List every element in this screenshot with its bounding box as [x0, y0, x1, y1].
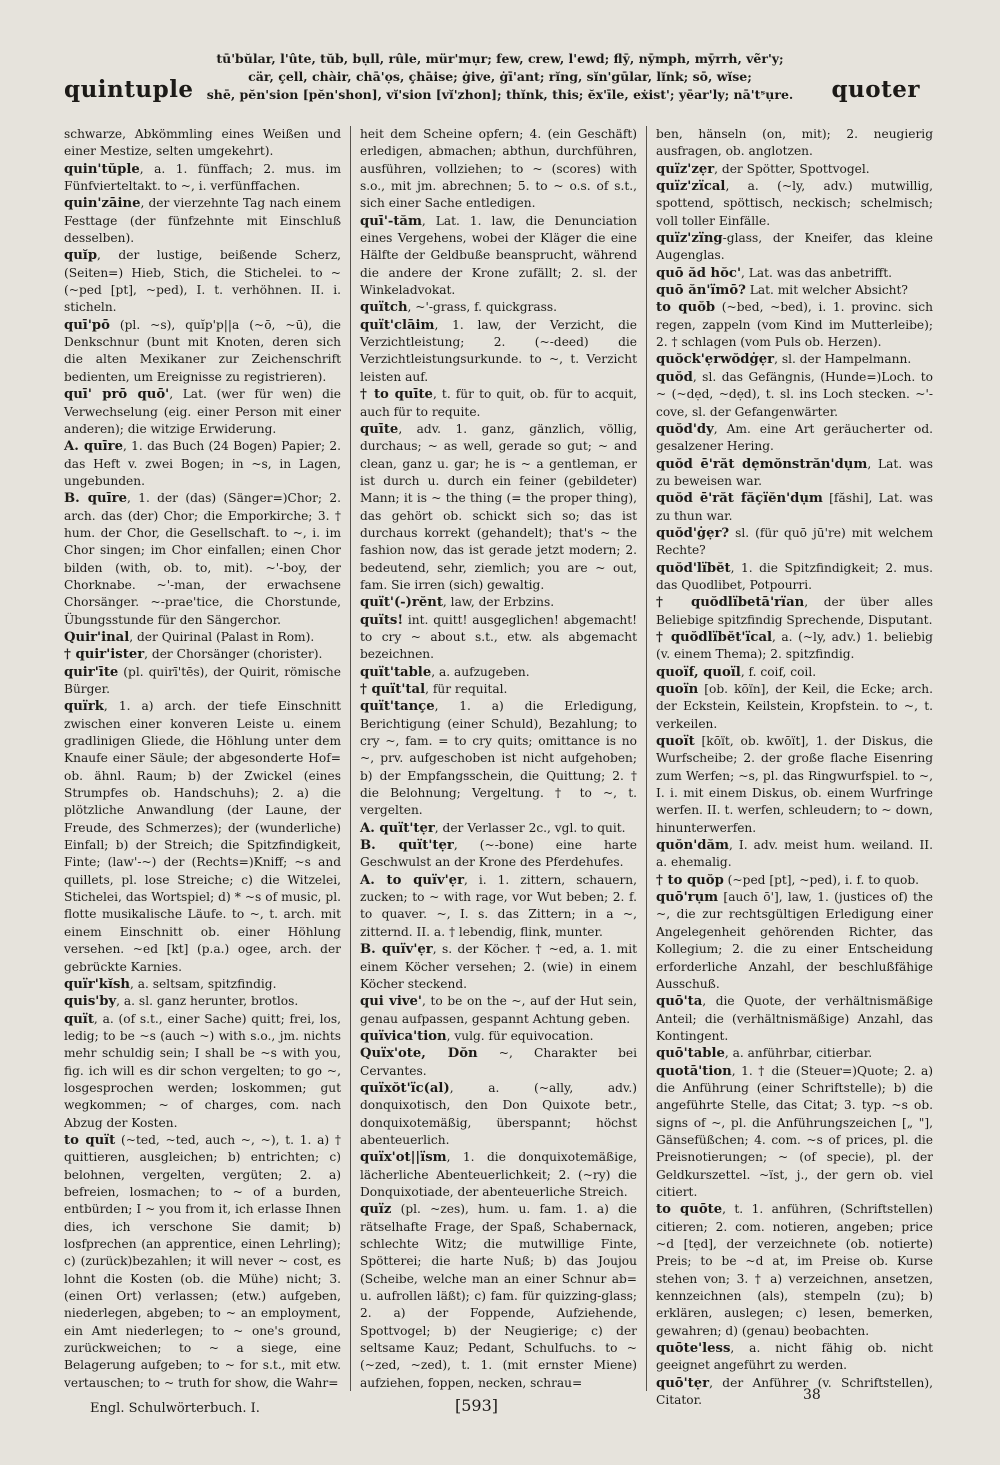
dictionary-entry: [360, 612, 637, 664]
dictionary-entry: [656, 351, 933, 368]
dictionary-entry: [360, 1201, 637, 1392]
dictionary-entry: [64, 664, 341, 699]
entry-headword: quōte'less: [656, 1341, 731, 1357]
dictionary-entry: [64, 976, 341, 993]
entry-definition: , der Quirinal (Palast in Rom).: [129, 629, 315, 644]
entry-headword: quō'tẹr: [656, 1375, 710, 1391]
entry-headword: quō'table: [656, 1046, 725, 1062]
pronunciation-key-line: cär, ç̣ell, chàir, chā'ọs, ç̣hāise; ġive, ġī'ant; rĭng, sĭn'gūlar, lĭnk; sō, wĭse;: [248, 69, 752, 84]
entry-definition: -glass, der Kneifer, das kleine Augenglas.: [656, 231, 933, 263]
entry-definition: , to be on the ~, auf der Hut sein, genau aufpassen, gespannt Achtung geben.: [360, 994, 637, 1026]
dictionary-entry: [64, 317, 341, 386]
entry-headword: quoïn: [656, 682, 699, 697]
dictionary-entry: [656, 664, 933, 681]
dictionary-entry: [656, 629, 933, 664]
entry-definition: , 1. a) die Erledigung, Berichtigung (einer Schuld), Bezahlung; to cry ~, fam. = to cry quits; omittance is no ~, prv. aufgeschoben ist nicht aufgehoben; b) der Empfangsschein, die Quittung; 2. † die Belohnung; Vergeltung. † to ~, t. vergelten.: [360, 699, 637, 818]
dictionary-entry: [656, 282, 933, 299]
entry-definition: , sl. das Gefängnis, (Hunde=)Loch. to ~ (~dẹd, ~dẹd), t. sl. ins Loch stecken. ~'-cove, sl. der Gefangenwärter.: [656, 369, 933, 419]
dictionary-entry: [656, 837, 933, 872]
dictionary-entry: [360, 820, 637, 837]
entry-definition: , 1. die Spitzfindigkeit; 2. mus. das Quodlibet, Potpourri.: [656, 560, 933, 592]
entry-definition: , sl. der Hampelmann.: [774, 352, 912, 367]
entry-definition: sl. (für quō jū're) mit welchem Rechte?: [656, 525, 933, 558]
entry-headword: quŏd'dy: [656, 421, 714, 437]
entry-definition: , der vierzehnte Tag nach einem Festtage (der fünfzehnte mit Einschluß desselben).: [64, 196, 341, 246]
entry-definition: (~bed, ~bed), i. 1. provinc. sich regen, zappeln (vom Kind im Mutterleibe); 2. † schlagen (vom Puls ob. Herzen).: [656, 300, 933, 350]
entry-definition: schwarze, Abkömmling eines Weißen und einer Mestize, selten umgekehrt).: [64, 127, 341, 159]
entry-definition: , der Anführer (v. Schriftstellen), Citator.: [656, 1375, 933, 1408]
entry-headword: quïtch: [360, 300, 408, 316]
dictionary-entry: [656, 490, 933, 525]
entry-definition: [făshi], Lat. was zu thun war.: [656, 491, 933, 523]
entry-headword: quī' prō quō': [64, 387, 170, 403]
dictionary-entry: [656, 1063, 933, 1202]
column-divider: [350, 126, 351, 1391]
dictionary-entry: [656, 161, 933, 178]
entry-definition: , t. für to quit, ob. für to acquit, auch für to requite.: [360, 387, 637, 419]
entry-definition: heit dem Scheine opfern; 4. (ein Geschäft) erledigen, abmachen; abthun, durchführen, ausführen, vollziehen; to ~ (scores) with s.o., mit jm. abrechnen; 5. to ~ o.s. of s.t., sich einer Sache entledigen.: [360, 127, 637, 211]
entry-headword: quïz'zïcal: [656, 179, 726, 195]
entry-definition: Lat. mit welcher Absicht?: [745, 283, 908, 298]
entry-definition: (pl. ~s), quĭp'p||a (~ō, ~ū), die Denkschnur (bunt mit Knoten, deren sich die alten Mexikaner zur Zeichenschrift bedienten, um Ereignisse zu registrieren).: [64, 317, 341, 384]
dictionary-entry: [360, 317, 637, 386]
dictionary-entry: [360, 941, 637, 993]
entry-headword: quït'tançe: [360, 699, 435, 715]
dictionary-entry: [656, 525, 933, 560]
dictionary-entry: [360, 664, 637, 681]
entry-definition: , Am. eine Art geräucherter od. gesalzener Hering.: [656, 421, 933, 454]
entry-definition: , a. (~ally, adv.) donquixotisch, den Don Quixote betr., donquixotemäßig, überspannt; höchst abenteuerlich.: [360, 1080, 637, 1147]
entry-headword: B. quīre: [64, 491, 127, 507]
entry-headword: quĭp: [64, 248, 98, 264]
entry-definition: , 1. law, der Verzicht, die Verzichtleistung; 2. (~-deed) die Verzichtleistungsurkunde. to ~, t. Verzicht leisten auf.: [360, 317, 637, 384]
entry-headword: qui vive': [360, 994, 422, 1010]
entry-definition: , a. nicht fähig ob. nicht geeignet angeführt zu werden.: [656, 1341, 933, 1373]
entry-definition: ben, hänseln (on, mit); 2. neugierig ausfragen, ob. anglotzen.: [656, 127, 933, 159]
dictionary-entry: [360, 872, 637, 941]
entry-headword: † quir'ister: [64, 647, 145, 663]
entry-headword: quïxŏt'ïc(al): [360, 1080, 450, 1096]
entry-headword: quïts!: [360, 612, 404, 628]
entry-definition: , law, der Erbzins.: [442, 595, 555, 610]
entry-headword: quïvica'tion: [360, 1028, 447, 1044]
entry-headword: quïx'ot||ïsm: [360, 1150, 447, 1166]
dictionary-entry: [656, 126, 933, 161]
entry-headword: to quōte: [656, 1202, 723, 1218]
dictionary-entry: [360, 1080, 637, 1149]
entry-definition: ~, Charakter bei Cervantes.: [360, 1046, 637, 1078]
entry-headword: quït'(-)rĕnt: [360, 595, 443, 611]
entry-definition: , 1. die donquixotemäßige, lächerliche Abenteuerlichkeit; 2. (~ry) die Donquixotiade, der abenteuerliche Streich.: [360, 1150, 637, 1199]
entry-headword: quī'pō: [64, 317, 110, 333]
entry-headword: A. to quïv'ẹr: [360, 872, 465, 888]
entry-headword: quït'clāim: [360, 317, 435, 333]
dictionary-entry: [656, 1375, 933, 1410]
entry-definition: [auch ō'], law, 1. (justices of) the ~, die zur rechtsgültigen Erledigung einer Angelegenheit gehörenden Richter, das Kollegium; 2. die zu einer Entscheidung erforderliche Anzahl, der beschlußfähige Ausschuß.: [656, 890, 933, 991]
entry-definition: , der Verlasser 2c., vgl. to quit.: [434, 820, 626, 835]
dictionary-entry: [656, 993, 933, 1045]
dictionary-entry: [64, 161, 341, 196]
entry-definition: , ~'-grass, f. quickgrass.: [407, 300, 557, 315]
entry-definition: , a. 1. fünffach; 2. mus. im Fünfvierteltakt. to ~, i. verfünffachen.: [64, 161, 341, 194]
pronunciation-key-line: tū'bŭlar, l'ûte, tŭb, bụll, rûle, mür'mụr; few, crew, l'ewd; flȳ, nȳmph, mȳrrh, vẽr'y;: [216, 51, 784, 66]
pronunciation-key: [200, 50, 800, 104]
entry-definition: , I. adv. meist hum. weiland. II. a. ehemalig.: [656, 838, 933, 870]
entry-definition: (~ped [pt], ~ped), i. f. to quob.: [723, 872, 920, 887]
entry-headword: quŏn'dăm: [656, 838, 729, 854]
dictionary-entry: [656, 560, 933, 595]
dictionary-entry: [64, 1132, 341, 1392]
entry-definition: , (~-bone) eine harte Geschwulst an der Krone des Pferdehufes.: [360, 838, 637, 870]
entry-headword: to quŏb: [656, 300, 716, 316]
dictionary-entry: [64, 126, 341, 161]
entry-definition: [ob. kōïn], der Keil, die Ecke; arch. der Eckstein, Keilstein, Kropfstein. to ~, t. verkeilen.: [656, 682, 933, 731]
entry-definition: , für requital.: [425, 682, 508, 696]
entry-headword: quotā'tion: [656, 1063, 732, 1079]
entry-headword: quït: [64, 1011, 94, 1027]
entry-definition: , Lat. (wer für wen) die Verwechselung (eig. einer Person mit einer anderen); die witzige Erwiderung.: [64, 387, 341, 436]
entry-headword: † quŏdlïbĕt'ïcal: [656, 629, 772, 645]
entry-headword: B. quïv'ẹr: [360, 942, 433, 958]
pronunciation-key-line: shē, pĕn'sion [pĕn'shon], vĭ'sion [vĭ'zhon]; thĭnk, this; ĕx'īle, eẋist'; yēar'ly; nā'tˢụre.: [206, 87, 794, 102]
entry-definition: , a. anführbar, citierbar.: [724, 1046, 873, 1061]
dictionary-entry: [656, 733, 933, 837]
dictionary-entry: [656, 265, 933, 282]
entry-definition: , Lat. was das anbetrifft.: [741, 265, 892, 280]
entry-headword: Quir'inal: [64, 629, 130, 645]
entry-headword: quin'zāine: [64, 196, 141, 212]
dictionary-entry: [360, 837, 637, 872]
entry-headword: quō ăn'ïmō?: [656, 283, 746, 299]
entry-definition: , der Chorsänger (chorister).: [144, 647, 323, 662]
entry-definition: , 1. † die (Steuer=)Quote; 2. a) die Anführung (einer Schriftstelle); b) die angeführte Stelle, das Citat; 3. typ. ~s ob. signs of ~, pl. die Anführungszeichen [„ "], Gänsefüßchen; 4. com. ~s of prices, pl. die Preisnotierungen; ~ (of specie), pl. der Geldkurszettel. ~ïst, j., der gern ob. viel citiert.: [656, 1063, 933, 1199]
entry-definition: , f. coif, coil.: [740, 664, 817, 679]
entry-headword: quī'-tăm: [360, 213, 422, 229]
dictionary-entry: [64, 438, 341, 490]
entry-headword: quŏd ē'răt făçïĕn'dụm: [656, 491, 823, 507]
dictionary-entry: [656, 369, 933, 421]
column-3: [656, 126, 933, 1408]
entry-headword: quïz'zẹr: [656, 161, 715, 177]
entry-headword: quŏck'ẹrwŏdġẹr: [656, 352, 775, 368]
dictionary-entry: [656, 681, 933, 733]
entry-definition: [kōït, ob. kwōït], 1. der Diskus, die Wurfscheibe; 2. der große flache Eisenring zum Werfen; ~s, pl. das Ringwurfspiel. to ~, I. i. mit einem Diskus, ob. einem Wurfringe werfen. II. t. werfen, schleudern; to ~ down, hinunterwerfen.: [656, 734, 933, 835]
header-right-word: quoter: [831, 76, 920, 103]
entry-headword: quŏd ē'răt dẹmŏnstrăn'dụm: [656, 456, 868, 472]
entry-definition: , a. (of s.t., einer Sache) quitt; frei, los, ledig; to be ~s (auch ~) with s.o., jm. nichts mehr schuldig sein; I shall be ~s with you, fig. ich will es dir schon vergelten; to go ~, losgesprochen werden; loskommen; gut wegkommen; ~ of charges, com. nach Abzug der Kosten.: [64, 1011, 341, 1130]
dictionary-entry: [656, 456, 933, 491]
entry-headword: † to quīte: [360, 387, 433, 403]
entry-definition: , a. seltsam, spitzfindig.: [129, 976, 277, 991]
entry-headword: quïr'kĭsh: [64, 976, 130, 992]
dictionary-entry: [656, 872, 933, 889]
dictionary-entry: [360, 1149, 637, 1201]
entry-definition: , a. (~ly, adv.) mutwillig, spottend, spöttisch, neckisch; schelmisch; voll toller Einfälle.: [656, 179, 933, 228]
entry-definition: , a. sl. ganz herunter, brotlos.: [116, 994, 299, 1009]
dictionary-entry: [656, 1340, 933, 1375]
entry-headword: A. quīre: [64, 439, 123, 455]
column-divider: [646, 126, 647, 1391]
entry-headword: quīte: [360, 421, 399, 437]
entry-definition: , der lustige, beißende Scherz, (Seiten=) Hieb, Stich, die Stichelei. to ~ (~ped [pt], ~ped), I. t. verhöhnen. II. i. sticheln.: [64, 248, 341, 315]
entry-headword: quō'rụm: [656, 890, 719, 906]
dictionary-entry: [64, 698, 341, 976]
dictionary-entry: [360, 993, 637, 1028]
entry-headword: quir'īte: [64, 664, 119, 680]
dictionary-entry: [64, 993, 341, 1010]
entry-headword: quoïf, quoïl: [656, 664, 741, 680]
dictionary-entry: [64, 247, 341, 316]
dictionary-entry: [360, 213, 637, 300]
entry-definition: , der Spötter, Spottvogel.: [714, 161, 870, 176]
dictionary-entry: [656, 594, 933, 629]
dictionary-entry: [656, 889, 933, 993]
dictionary-entry: [360, 386, 637, 421]
entry-definition: , 1. der (das) (Sänger=)Chor; 2. arch. das (der) Chor; die Emporkirche; 3. † hum. der Chor, die Gesellschaft. to ~, i. im Chor singen; im Chor einfallen; einen Chor bilden (with, ob. to, mit). ~'-boy, der Chorknabe. ~'-man, der erwachsene Chorsänger. ~-prae'tice, die Chorstunde, Übungsstunde für den Sängerchor.: [64, 491, 341, 627]
entry-headword: † quŏdlïbetā'rïan: [656, 595, 805, 611]
dictionary-entry: [360, 299, 637, 316]
dictionary-entry: [360, 698, 637, 819]
entry-headword: A. quït'tẹr: [360, 820, 435, 836]
entry-definition: , Lat. was zu beweisen war.: [656, 456, 933, 488]
entry-definition: (pl. ~zes), hum. u. fam. 1. a) die rätselhafte Frage, der Spaß, Schabernack, schlechte Witz; die mutwillige Finte, Spötterei; die harte Nuß; b) das Joujou (Scheibe, welche man an einer Schnur ab= u. aufrollen läßt); c) fam. für quizzing-glass; 2. a) der Foppende, Aufziehende, Spottvogel; b) der Neugierige; c) der seltsame Kauz; Pedant, Schulfuchs. to ~ (~zed, ~zed), t. 1. (mit ernster Miene) aufziehen, foppen, necken, schrau=: [360, 1202, 637, 1390]
entry-definition: (~ted, ~ted, auch ~, ~), t. 1. a) † quittieren, ausgleichen; b) entrichten; c) belohnen, vergelten, vergüten; 2. a) befreien, losmachen; to ~ of a burden, entbürden; I ~ you from it, ich erlasse Ihnen dies, ich verschone Sie damit; b) losfprechen (an apprentice, einen Lehrling); c) (zurück)bezahlen; it will never ~ cost, es lohnt die Kosten (ob. die Mühe) nicht; 3. (einen Ort) verlassen; (etw.) aufgeben, niederlegen, abgeben; to ~ an employment, ein Amt niederlegen; to ~ one's ground, zurückweichen; to ~ a siege, eine Belagerung aufgeben; to ~ for s.t., mit etw. vertauschen; to ~ truth for show, die Wahr=: [64, 1132, 341, 1390]
dictionary-entry: [656, 1045, 933, 1062]
entry-headword: B. quït'tẹr: [360, 838, 454, 854]
dictionary-entry: [360, 421, 637, 594]
entry-headword: quō ăd hŏc': [656, 265, 742, 281]
entry-headword: to quït: [64, 1132, 116, 1148]
header-left-word: quintuple: [64, 76, 194, 103]
entry-definition: , adv. 1. ganz, gänzlich, völlig, durchaus; ~ as well, gerade so gut; ~ and clean, ganz u. gar; he is ~ a gentleman, er ist durch u. durch ein feiner (gebildeter) Mann; it is ~ the thing (= the proper thing), das gehört ob. schickt sich so; das ist durchaus korrekt (gehandelt); that's ~ the fashion now, das ist gerade jetzt modern; 2. bedeutend, sehr, ziemlich; you are ~ out, fam. Sie irren (sich) gewaltig.: [360, 421, 637, 592]
footer-page-number: [593]: [455, 1396, 499, 1415]
entry-headword: quō'ta: [656, 994, 703, 1010]
entry-definition: (pl. quirī'tēs), der Quirit, römische Bürger.: [64, 664, 341, 696]
entry-headword: quŏd: [656, 369, 693, 385]
column-1: [64, 126, 341, 1396]
dictionary-entry: [656, 178, 933, 230]
dictionary-entry: [656, 421, 933, 456]
entry-definition: , s. der Köcher. † ~ed, a. 1. mit einem Köcher versehen; 2. (wie) in einem Köcher steckend.: [360, 942, 637, 991]
dictionary-entry: [360, 1028, 637, 1045]
dictionary-entry: [656, 1201, 933, 1340]
footer-signature-number: 38: [803, 1387, 821, 1403]
dictionary-entry: [360, 594, 637, 611]
entry-definition: , vulg. für equivocation.: [446, 1028, 594, 1043]
entry-headword: quoït: [656, 734, 695, 750]
entry-definition: , i. 1. zittern, schauern, zucken; to ~ with rage, vor Wut beben; 2. f. to quaver. ~, I. s. das Zittern; in a ~, zitternd. II. a. † lebendig, flink, munter.: [360, 872, 637, 939]
entry-definition: , der über alles Beliebige spitzfindig Sprechende, Disputant.: [656, 595, 933, 627]
entry-definition: , 1. a) arch. der tiefe Einschnitt zwischen einer konveren Leiste u. einem gradlinigen Gliede, die Höhlung unter dem Knaufe einer Säule; der abgesonderte Hof= ob. ähnl. Raum; b) der Zwickel (eines Strumpfes ob. Handschuhs); 2. a) die plötzliche Anwandlung (der Laune, der Freude, des Schmerzes); der (wunderliche) Einfall; b) der Streich; die Spitzfindigkeit, Finte; (law'-~) der (Rechts=)Kniff; ~s and quillets, pl. lose Streiche; c) die Witzelei, Stichelei, das Wortspiel; d) * ~s of music, pl. flotte musikalische Läufe. to ~, t. arch. mit einem Einschnitt ob. einer Höhlung versehen. ~ed [kt] (p.a.) ogee, arch. der gebrückte Karnies.: [64, 699, 341, 974]
entry-definition: , a. (~ly, adv.) 1. beliebig (v. einem Thema); 2. spitzfindig.: [656, 629, 933, 662]
entry-headword: Quïx'ote, Dŏn: [360, 1046, 478, 1062]
entry-headword: † to quŏp: [656, 872, 724, 888]
entry-headword: quïz'zïng: [656, 231, 723, 247]
entry-headword: quis'by: [64, 994, 117, 1010]
footer-book-title: Engl. Schulwörterbuch. I.: [90, 1401, 260, 1416]
dictionary-entry: [360, 681, 637, 698]
entry-definition: , t. 1. anführen, (Schriftstellen) citieren; 2. com. notieren, angeben; price ~d [tẹd], der verzeichnete (ob. notierte) Preis; to be ~d at, im Preise ob. Kurse stehen von; 3. † a) verzeichnen, ansetzen, kennzeichnen (als), stempeln (zu); b) erklären, auslegen; c) lesen, bemerken, gewahren; d) (genau) beobachten.: [656, 1202, 933, 1338]
entry-definition: , 1. das Buch (24 Bogen) Papier; 2. das Heft v. zwei Bogen; in ~s, in Lagen, ungebunden.: [64, 439, 341, 488]
dictionary-entry: [64, 490, 341, 629]
entry-headword: quïz: [360, 1202, 392, 1218]
entry-headword: quŏd'ġẹr?: [656, 525, 730, 541]
dictionary-entry: [64, 386, 341, 438]
dictionary-entry: [360, 126, 637, 213]
entry-definition: , die Quote, der verhältnismäßige Anteil; die (verhältnismäßige) Anzahl, das Kontingent.: [656, 994, 933, 1043]
dictionary-entry: [64, 195, 341, 247]
dictionary-entry: [360, 1045, 637, 1080]
entry-headword: † quït'tal: [360, 682, 426, 697]
entry-headword: quït'table: [360, 664, 432, 680]
entry-definition: , a. aufzugeben.: [431, 664, 530, 679]
entry-headword: quin'tŭple: [64, 161, 140, 177]
entry-definition: int. quitt! ausgeglichen! abgemacht! to cry ~ about s.t., etw. als abgemacht bezeichnen.: [360, 612, 637, 662]
column-2: [360, 126, 637, 1396]
entry-headword: quŏd'lïbĕt: [656, 560, 731, 576]
dictionary-entry: [656, 299, 933, 351]
entry-definition: , Lat. 1. law, die Denunciation eines Vergehens, wobei der Kläger die eine Hälfte der Geldbuße beansprucht, während die andere der Krone zufällt; 2. sl. der Winkeladvokat.: [360, 213, 637, 298]
dictionary-entry: [64, 629, 341, 646]
dictionary-entry: [64, 1011, 341, 1132]
dictionary-entry: [656, 230, 933, 265]
entry-headword: quïrk: [64, 699, 104, 715]
dictionary-entry: [64, 646, 341, 663]
